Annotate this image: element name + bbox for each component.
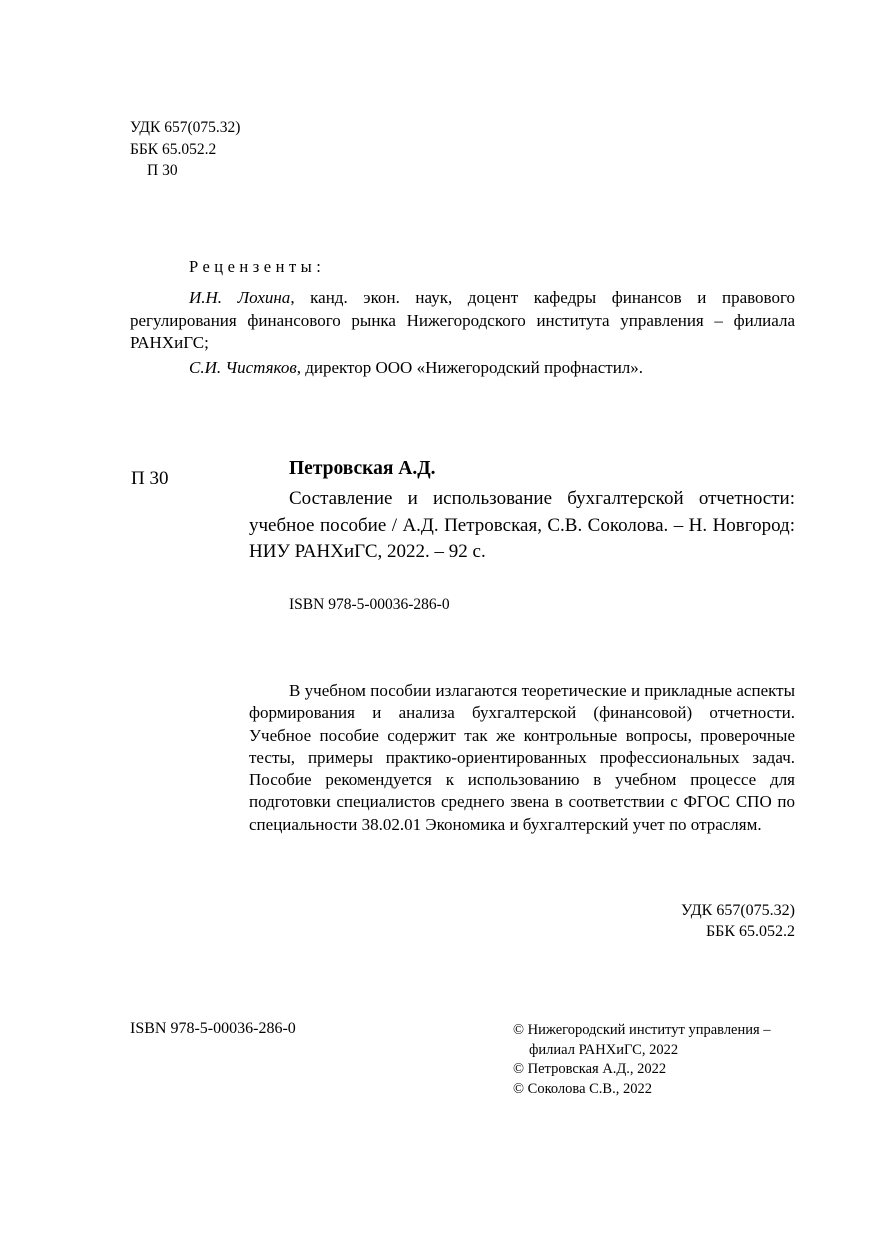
- copyright-block: [513, 1021, 771, 1099]
- copyright-institute: © Нижегородский институт управления –: [513, 1022, 771, 1038]
- footer-classification-codes: [681, 900, 795, 942]
- bibliographic-description: Составление и использование бухгалтерской отчетности: учебное пособие / А.Д. Петровская, С.В. Соколова. – Н. Новгород: НИУ РАНХиГС, 2022. – 92 с.: [249, 488, 795, 562]
- reviewer-2-text: , директор ООО «Нижегородский профнастил».: [296, 358, 644, 377]
- author-mark: П 30: [147, 162, 178, 179]
- footer-bbk-code: ББК 65.052.2: [705, 923, 795, 940]
- footer-isbn: ISBN 978-5-00036-286-0: [130, 1020, 296, 1037]
- catalog-code: П 30: [131, 468, 169, 489]
- copyright-author-2: © Соколова С.В., 2022: [513, 1080, 652, 1097]
- annotation: В учебном пособии излагаются теоретические и прикладные аспекты формирования и анализа бухгалтерской (финансовой) отчетности. Учебное пособие содержит так же контрольные вопросы, проверочные тесты, примеры практико-ориентированных профессиональных задач. Пособие рекомендуется к использованию в учебном процессе для подготовки специалистов среднего звена в соответствии с ФГОС СПО по специальности 38.02.01 Экономика и бухгалтерский учет по отраслям.: [249, 681, 795, 834]
- reviewer-2: [130, 357, 795, 380]
- author-heading: Петровская А.Д.: [289, 458, 436, 479]
- reviewer-2-name: С.И. Чистяков: [189, 358, 297, 377]
- reviewer-1-name: И.Н. Лохина: [189, 288, 291, 307]
- footer-udk-code: УДК 657(075.32): [681, 902, 795, 919]
- reviewers-title: Рецензенты:: [189, 257, 326, 276]
- copyright-author-1: © Петровская А.Д., 2022: [513, 1061, 667, 1077]
- udk-code: УДК 657(075.32): [130, 119, 241, 136]
- reviewer-1: [130, 287, 795, 355]
- classification-codes: [130, 117, 240, 182]
- copyright-institute-cont: филиал РАНХиГС, 2022: [529, 1041, 679, 1058]
- bbk-code: ББК 65.052.2: [130, 140, 217, 158]
- catalog-isbn: ISBN 978-5-00036-286-0: [289, 596, 450, 613]
- reviewer-1-text: , канд. экон. наук, доцент кафедры финансов и правового регулирования финансового рынка Нижегородского института управления – филиала РАНХиГС;: [130, 288, 795, 352]
